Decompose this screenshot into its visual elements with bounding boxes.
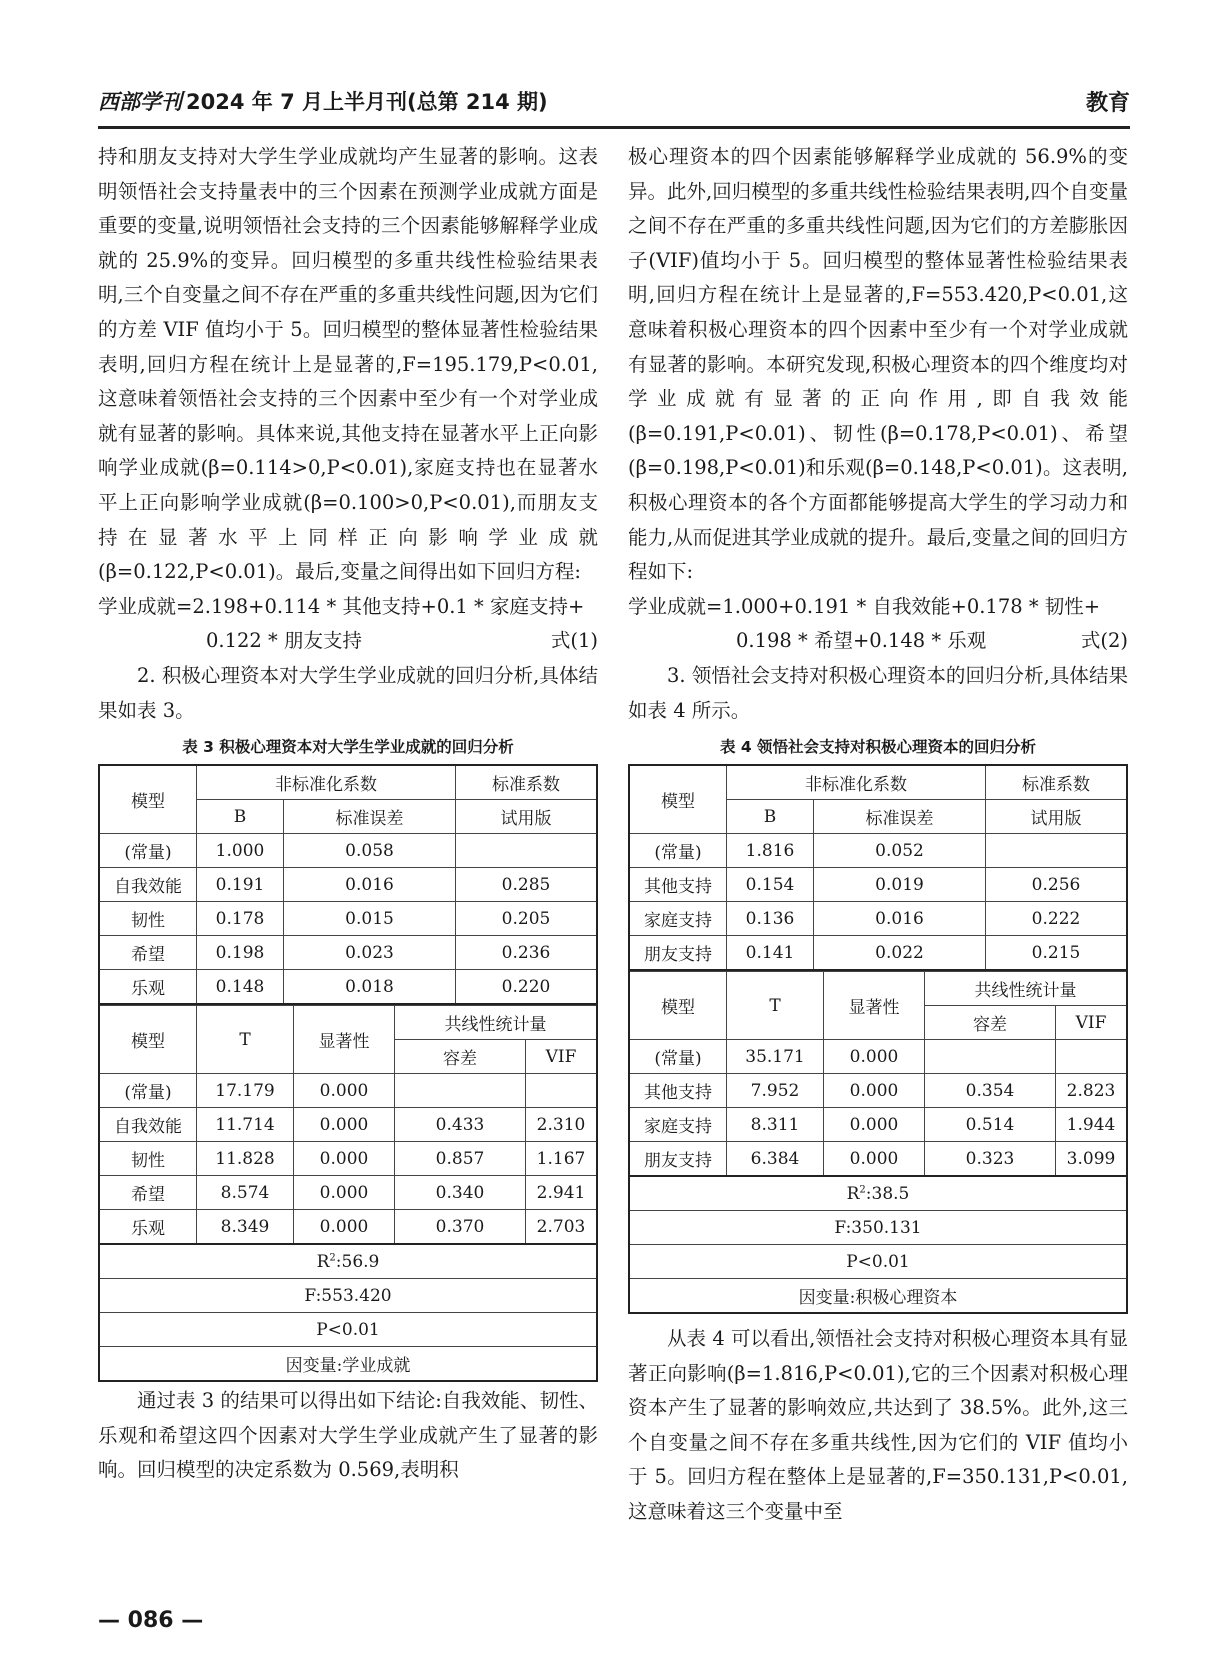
table-cell-beta [986, 834, 1128, 868]
table-cell-t: 17.179 [197, 1074, 294, 1108]
table-cell-beta: 0.236 [456, 936, 598, 970]
table-row [99, 1142, 597, 1176]
table-cell-name: 希望 [99, 936, 197, 970]
table-cell-se: 0.016 [814, 902, 986, 936]
issue-info: 2024 年 7 月上半月刊(总第 214 期) [186, 90, 548, 114]
section-name: 教育 [1085, 91, 1130, 116]
table-cell-se: 0.018 [284, 970, 456, 1005]
journal-title [98, 86, 548, 116]
table-cell-beta: 0.256 [986, 868, 1128, 902]
table-cell-se: 0.022 [814, 936, 986, 971]
table-header: 非标准化系数 [197, 765, 456, 800]
paragraph: 3. 领悟社会支持对积极心理资本的回归分析,具体结果如表 4 所示。 [628, 663, 1128, 722]
table-cell-beta: 0.215 [986, 936, 1128, 971]
table-row [629, 1040, 1127, 1074]
table-header: T [727, 972, 824, 1040]
table-cell-name: 家庭支持 [629, 1108, 727, 1142]
table-cell-name: 家庭支持 [629, 902, 727, 936]
table-row [629, 1108, 1127, 1142]
table-cell-name: 希望 [99, 1176, 197, 1210]
table-row [629, 834, 1127, 868]
table-cell-tol: 0.354 [925, 1074, 1056, 1108]
table-header: 显著性 [294, 1006, 395, 1074]
table-cell-sig: 0.000 [824, 1040, 925, 1074]
page-number: — 086 — [98, 1608, 204, 1633]
paragraph: 从表 4 可以看出,领悟社会支持对积极心理资本具有显著正向影响(β=1.816,P<0.01),它的三个因素对积极心理资本产生了显著的影响效应,共达到了 38.5%。此外,这三个自变量之间不存在多重共线性,因为它们的 VIF 值均小于 5。回归方程在整体上是显著的,F=350.131,P<0.01,这意味着这三个变量中至 [628, 1327, 1128, 1524]
table-cell-t: 8.349 [197, 1210, 294, 1245]
table-cell-name: 自我效能 [99, 868, 197, 902]
table-row [99, 902, 597, 936]
table-cell-se: 0.015 [284, 902, 456, 936]
table-header: VIF [1056, 1006, 1128, 1040]
table-cell-beta: 0.222 [986, 902, 1128, 936]
table-header: 非标准化系数 [727, 765, 986, 800]
table-3-collinearity [98, 1005, 598, 1382]
table-header: 模型 [99, 1006, 197, 1074]
table-cell-b: 0.178 [197, 902, 284, 936]
table-cell-sig: 0.000 [294, 1142, 395, 1176]
table-4-caption: 表 4 领悟社会支持对积极心理资本的回归分析 [719, 738, 1037, 757]
table-cell-se: 0.052 [814, 834, 986, 868]
journal-logo: 西部学刊 [98, 89, 182, 114]
table-3 [98, 764, 598, 1005]
table-cell-beta: 0.205 [456, 902, 598, 936]
table-cell-b: 0.154 [727, 868, 814, 902]
equation-2-line-2: 0.198 * 希望+0.148 * 乐观 式(2) [628, 624, 1128, 659]
table-cell-tol [925, 1040, 1056, 1074]
table-row [99, 936, 597, 970]
table-cell-t: 6.384 [727, 1142, 824, 1177]
equation-1-line-2: 0.122 * 朋友支持 式(1) [98, 624, 598, 659]
table-cell-t: 8.574 [197, 1176, 294, 1210]
table-row [99, 1176, 597, 1210]
table-header: B [197, 800, 284, 834]
table-cell-name: 乐观 [99, 970, 197, 1005]
dependent-variable: 因变量:积极心理资本 [629, 1279, 1127, 1314]
table-cell-b: 1.816 [727, 834, 814, 868]
table-cell-name: 朋友支持 [629, 1142, 727, 1177]
table-cell-name: 自我效能 [99, 1108, 197, 1142]
table-cell-tol: 0.323 [925, 1142, 1056, 1177]
table-cell-tol: 0.370 [395, 1210, 526, 1245]
dependent-variable: 因变量:学业成就 [99, 1347, 597, 1382]
table-cell-name: (常量) [629, 834, 727, 868]
table-header: 标准误差 [814, 800, 986, 834]
table-cell-sig: 0.000 [824, 1142, 925, 1177]
table-cell-tol: 0.433 [395, 1108, 526, 1142]
table-cell-b: 1.000 [197, 834, 284, 868]
table-cell-t: 11.714 [197, 1108, 294, 1142]
table-header: 容差 [925, 1006, 1056, 1040]
table-cell-name: 韧性 [99, 902, 197, 936]
table-cell-beta [456, 834, 598, 868]
f-statistic: F:553.420 [99, 1279, 597, 1313]
table-cell-name: 韧性 [99, 1142, 197, 1176]
table-header: 容差 [395, 1040, 526, 1074]
table-header: 标准系数 [986, 765, 1128, 800]
table-header: 共线性统计量 [395, 1006, 598, 1040]
table-row [99, 970, 597, 1005]
table-cell-name: 其他支持 [629, 868, 727, 902]
table-cell-name: (常量) [99, 1074, 197, 1108]
table-cell-vif: 2.823 [1056, 1074, 1128, 1108]
table-cell-tol [395, 1074, 526, 1108]
table-cell-sig: 0.000 [294, 1108, 395, 1142]
table-cell-name: 乐观 [99, 1210, 197, 1245]
table-cell-beta: 0.220 [456, 970, 598, 1005]
table-cell-vif [526, 1074, 598, 1108]
table-cell-b: 0.148 [197, 970, 284, 1005]
table-header: T [197, 1006, 294, 1074]
table-cell-b: 0.191 [197, 868, 284, 902]
table-header: 共线性统计量 [925, 972, 1128, 1006]
paragraph: 通过表 3 的结果可以得出如下结论:自我效能、韧性、乐观和希望这四个因素对大学生学业成就产生了显著的影响。回归模型的决定系数为 0.569,表明积 [98, 1389, 598, 1482]
table-cell-vif: 3.099 [1056, 1142, 1128, 1177]
table-row [99, 1074, 597, 1108]
table-cell-t: 7.952 [727, 1074, 824, 1108]
table-row [99, 868, 597, 902]
equation-tag: 式(2) [1080, 629, 1128, 653]
table-cell-t: 11.828 [197, 1142, 294, 1176]
paragraph: 2. 积极心理资本对大学生学业成就的回归分析,具体结果如表 3。 [98, 663, 598, 722]
right-column [628, 140, 1128, 1530]
table-cell-vif: 1.944 [1056, 1108, 1128, 1142]
p-value: P<0.01 [99, 1313, 597, 1347]
table-cell-name: 其他支持 [629, 1074, 727, 1108]
f-statistic: F:350.131 [629, 1211, 1127, 1245]
table-cell-se: 0.023 [284, 936, 456, 970]
table-cell-name: (常量) [99, 834, 197, 868]
table-row [629, 868, 1127, 902]
left-column [98, 140, 598, 1488]
p-value: P<0.01 [629, 1245, 1127, 1279]
table-cell-t: 35.171 [727, 1040, 824, 1074]
equation-2-line-1: 学业成就=1.000+0.191 * 自我效能+0.178 * 韧性+ [628, 594, 1101, 618]
table-4-collinearity [628, 971, 1128, 1314]
table-header: B [727, 800, 814, 834]
table-header: 试用版 [986, 800, 1128, 834]
table-header: 模型 [99, 765, 197, 834]
table-cell-b: 0.198 [197, 936, 284, 970]
table-cell-tol: 0.857 [395, 1142, 526, 1176]
table-header: VIF [526, 1040, 598, 1074]
table-cell-t: 8.311 [727, 1108, 824, 1142]
table-row [99, 834, 597, 868]
table-cell-vif: 1.167 [526, 1142, 598, 1176]
table-row [629, 902, 1127, 936]
table-header: 模型 [629, 972, 727, 1040]
table-cell-vif [1056, 1040, 1128, 1074]
table-cell-tol: 0.340 [395, 1176, 526, 1210]
table-cell-name: (常量) [629, 1040, 727, 1074]
table-row [99, 1108, 597, 1142]
equation-tag: 式(1) [550, 629, 598, 653]
table-cell-tol: 0.514 [925, 1108, 1056, 1142]
r-squared: $R^2:38.5$ [629, 1176, 1127, 1211]
table-cell-b: 0.141 [727, 936, 814, 971]
table-cell-b: 0.136 [727, 902, 814, 936]
equation-1-line-1: 学业成就=2.198+0.114 * 其他支持+0.1 * 家庭支持+ [98, 594, 585, 618]
paragraph: 极心理资本的四个因素能够解释学业成就的 56.9%的变异。此外,回归模型的多重共线性检验结果表明,四个自变量之间不存在严重的多重共线性问题,因为它们的方差膨胀因子(VIF)值均小于 5。回归模型的整体显著性检验结果表明,回归方程在统计上是显著的,F=553.420,P<0.01,这意味着积极心理资本的四个因素中至少有一个对学业成就有显著的影响。本研究发现,积极心理资本的四个维度均对学业成就有显著的正向作用,即自我效能(β=0.191,P<0.01)、韧性(β=0.178,P<0.01)、希望(β=0.198,P<0.01)和乐观(β=0.148,P<0.01)。这表明,积极心理资本的各个方面都能够提高大学生的学习动力和能力,从而促进其学业成就的提升。最后,变量之间的回归方程如下: [628, 145, 1128, 584]
table-header: 标准系数 [456, 765, 598, 800]
table-header: 试用版 [456, 800, 598, 834]
table-cell-vif: 2.310 [526, 1108, 598, 1142]
table-cell-sig: 0.000 [824, 1074, 925, 1108]
table-cell-sig: 0.000 [294, 1074, 395, 1108]
table-cell-sig: 0.000 [294, 1176, 395, 1210]
table-cell-name: 朋友支持 [629, 936, 727, 971]
table-row [629, 1074, 1127, 1108]
table-cell-se: 0.019 [814, 868, 986, 902]
table-header: 标准误差 [284, 800, 456, 834]
table-cell-vif: 2.703 [526, 1210, 598, 1245]
table-header: 显著性 [824, 972, 925, 1040]
table-cell-beta: 0.285 [456, 868, 598, 902]
page-header [98, 82, 1130, 129]
r-squared: $R^2:56.9$ [99, 1244, 597, 1279]
table-cell-se: 0.058 [284, 834, 456, 868]
table-row [629, 1142, 1127, 1177]
paragraph: 持和朋友支持对大学生学业成就均产生显著的影响。这表明领悟社会支持量表中的三个因素在预测学业成就方面是重要的变量,说明领悟社会支持的三个因素能够解释学业成就的 25.9%的变异。回归模型的多重共线性检验结果表明,三个自变量之间不存在严重的多重共线性问题,因为它们的方差 VIF 值均小于 5。回归模型的整体显著性检验结果表明,回归方程在统计上是显著的,F=195.179,P<0.01,这意味着领悟社会支持的三个因素中至少有一个对学业成就有显著的影响。具体来说,其他支持在显著水平上正向影响学业成就(β=0.114>0,P<0.01),家庭支持也在显著水平上正向影响学业成就(β=0.100>0,P<0.01),而朋友支持在显著水平上同样正向影响学业成就(β=0.122,P<0.01)。最后,变量之间得出如下回归方程: [98, 145, 598, 584]
table-4 [628, 764, 1128, 971]
table-3-caption: 表 3 积极心理资本对大学生学业成就的回归分析 [182, 738, 514, 757]
table-header: 模型 [629, 765, 727, 834]
table-cell-sig: 0.000 [294, 1210, 395, 1245]
table-row [629, 936, 1127, 971]
table-cell-vif: 2.941 [526, 1176, 598, 1210]
table-cell-se: 0.016 [284, 868, 456, 902]
table-cell-sig: 0.000 [824, 1108, 925, 1142]
table-row [99, 1210, 597, 1245]
